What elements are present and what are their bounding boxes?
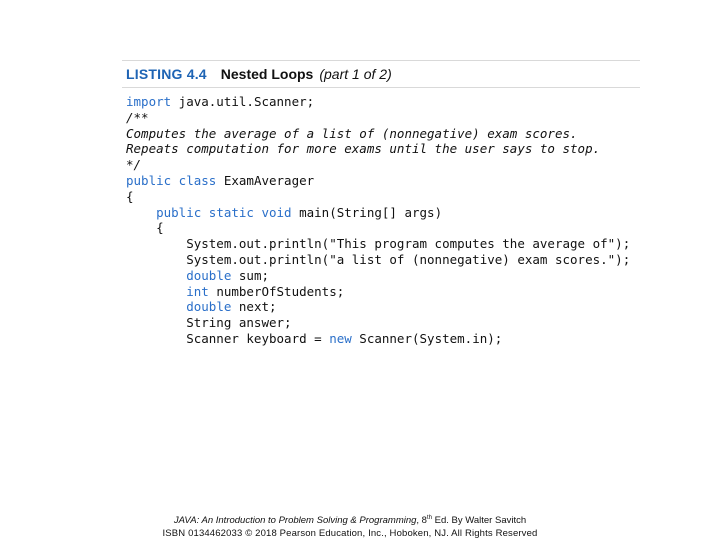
code-text: next;: [231, 299, 277, 315]
code-keyword: public class: [126, 172, 217, 188]
code-text: [126, 268, 186, 283]
code-text: System.out.println("a list of (nonnegative) exam scores.");: [126, 251, 631, 267]
code-text: System.out.println("This program computes the average of");: [126, 236, 631, 252]
code-text: [126, 284, 186, 299]
code-line: [126, 189, 630, 205]
code-line: [126, 141, 630, 157]
footer-book-title: JAVA: An Introduction to Problem Solving & Programming: [173, 515, 417, 527]
code-text: {: [126, 220, 164, 236]
code-comment: Repeats computation for more exams until the user says to stop.: [126, 141, 601, 157]
code-text: [126, 299, 186, 314]
listing-part: (part 1 of 2): [319, 66, 392, 82]
code-line: [126, 284, 630, 300]
code-text: numberOfStudents;: [208, 283, 345, 299]
code-line: [126, 236, 630, 252]
code-line: [126, 205, 630, 221]
code-line: [126, 252, 630, 268]
code-line: [126, 94, 630, 110]
slide-footer: [0, 512, 700, 540]
code-line: [126, 157, 630, 173]
footer-edition-rest: Ed. By Walter Savitch: [431, 515, 527, 527]
code-text: java.util.Scanner;: [171, 94, 315, 109]
code-line: [126, 220, 630, 236]
code-keyword: double: [186, 299, 232, 315]
footer-citation: [0, 512, 700, 527]
listing-label: LISTING 4.4: [126, 66, 207, 82]
code-text: {: [126, 188, 134, 204]
footer-edition-sup: th: [426, 515, 432, 521]
code-line: [126, 268, 630, 284]
code-comment: Computes the average of a list of (nonnegative) exam scores.: [126, 125, 578, 141]
code-keyword: public static void: [156, 204, 292, 220]
code-text: ExamAverager: [216, 172, 315, 188]
code-line: [126, 331, 630, 347]
code-listing: [126, 94, 630, 347]
code-text: [126, 205, 156, 220]
footer-copyright: ISBN 0134462033 © 2018 Pearson Education, Inc., Hoboken, NJ. All Rights Reserved: [162, 528, 538, 540]
code-keyword: double: [186, 267, 232, 283]
code-keyword: import: [126, 94, 172, 109]
listing-header: [122, 60, 640, 88]
code-text: String answer;: [126, 315, 292, 331]
code-keyword: new: [329, 330, 352, 346]
code-text: Scanner(System.in);: [351, 330, 503, 346]
code-line: [126, 315, 630, 331]
code-line: [126, 173, 630, 189]
code-comment: /**: [126, 109, 149, 125]
code-comment: */: [126, 157, 142, 173]
code-keyword: int: [186, 283, 209, 299]
code-text: sum;: [231, 267, 270, 283]
code-text: Scanner keyboard =: [126, 330, 330, 346]
code-line: [126, 299, 630, 315]
listing-title: Nested Loops: [220, 66, 314, 82]
code-line: [126, 126, 630, 142]
footer-edition-num: , 8: [416, 515, 427, 527]
code-text: main(String[] args): [291, 204, 443, 220]
code-line: [126, 110, 630, 126]
